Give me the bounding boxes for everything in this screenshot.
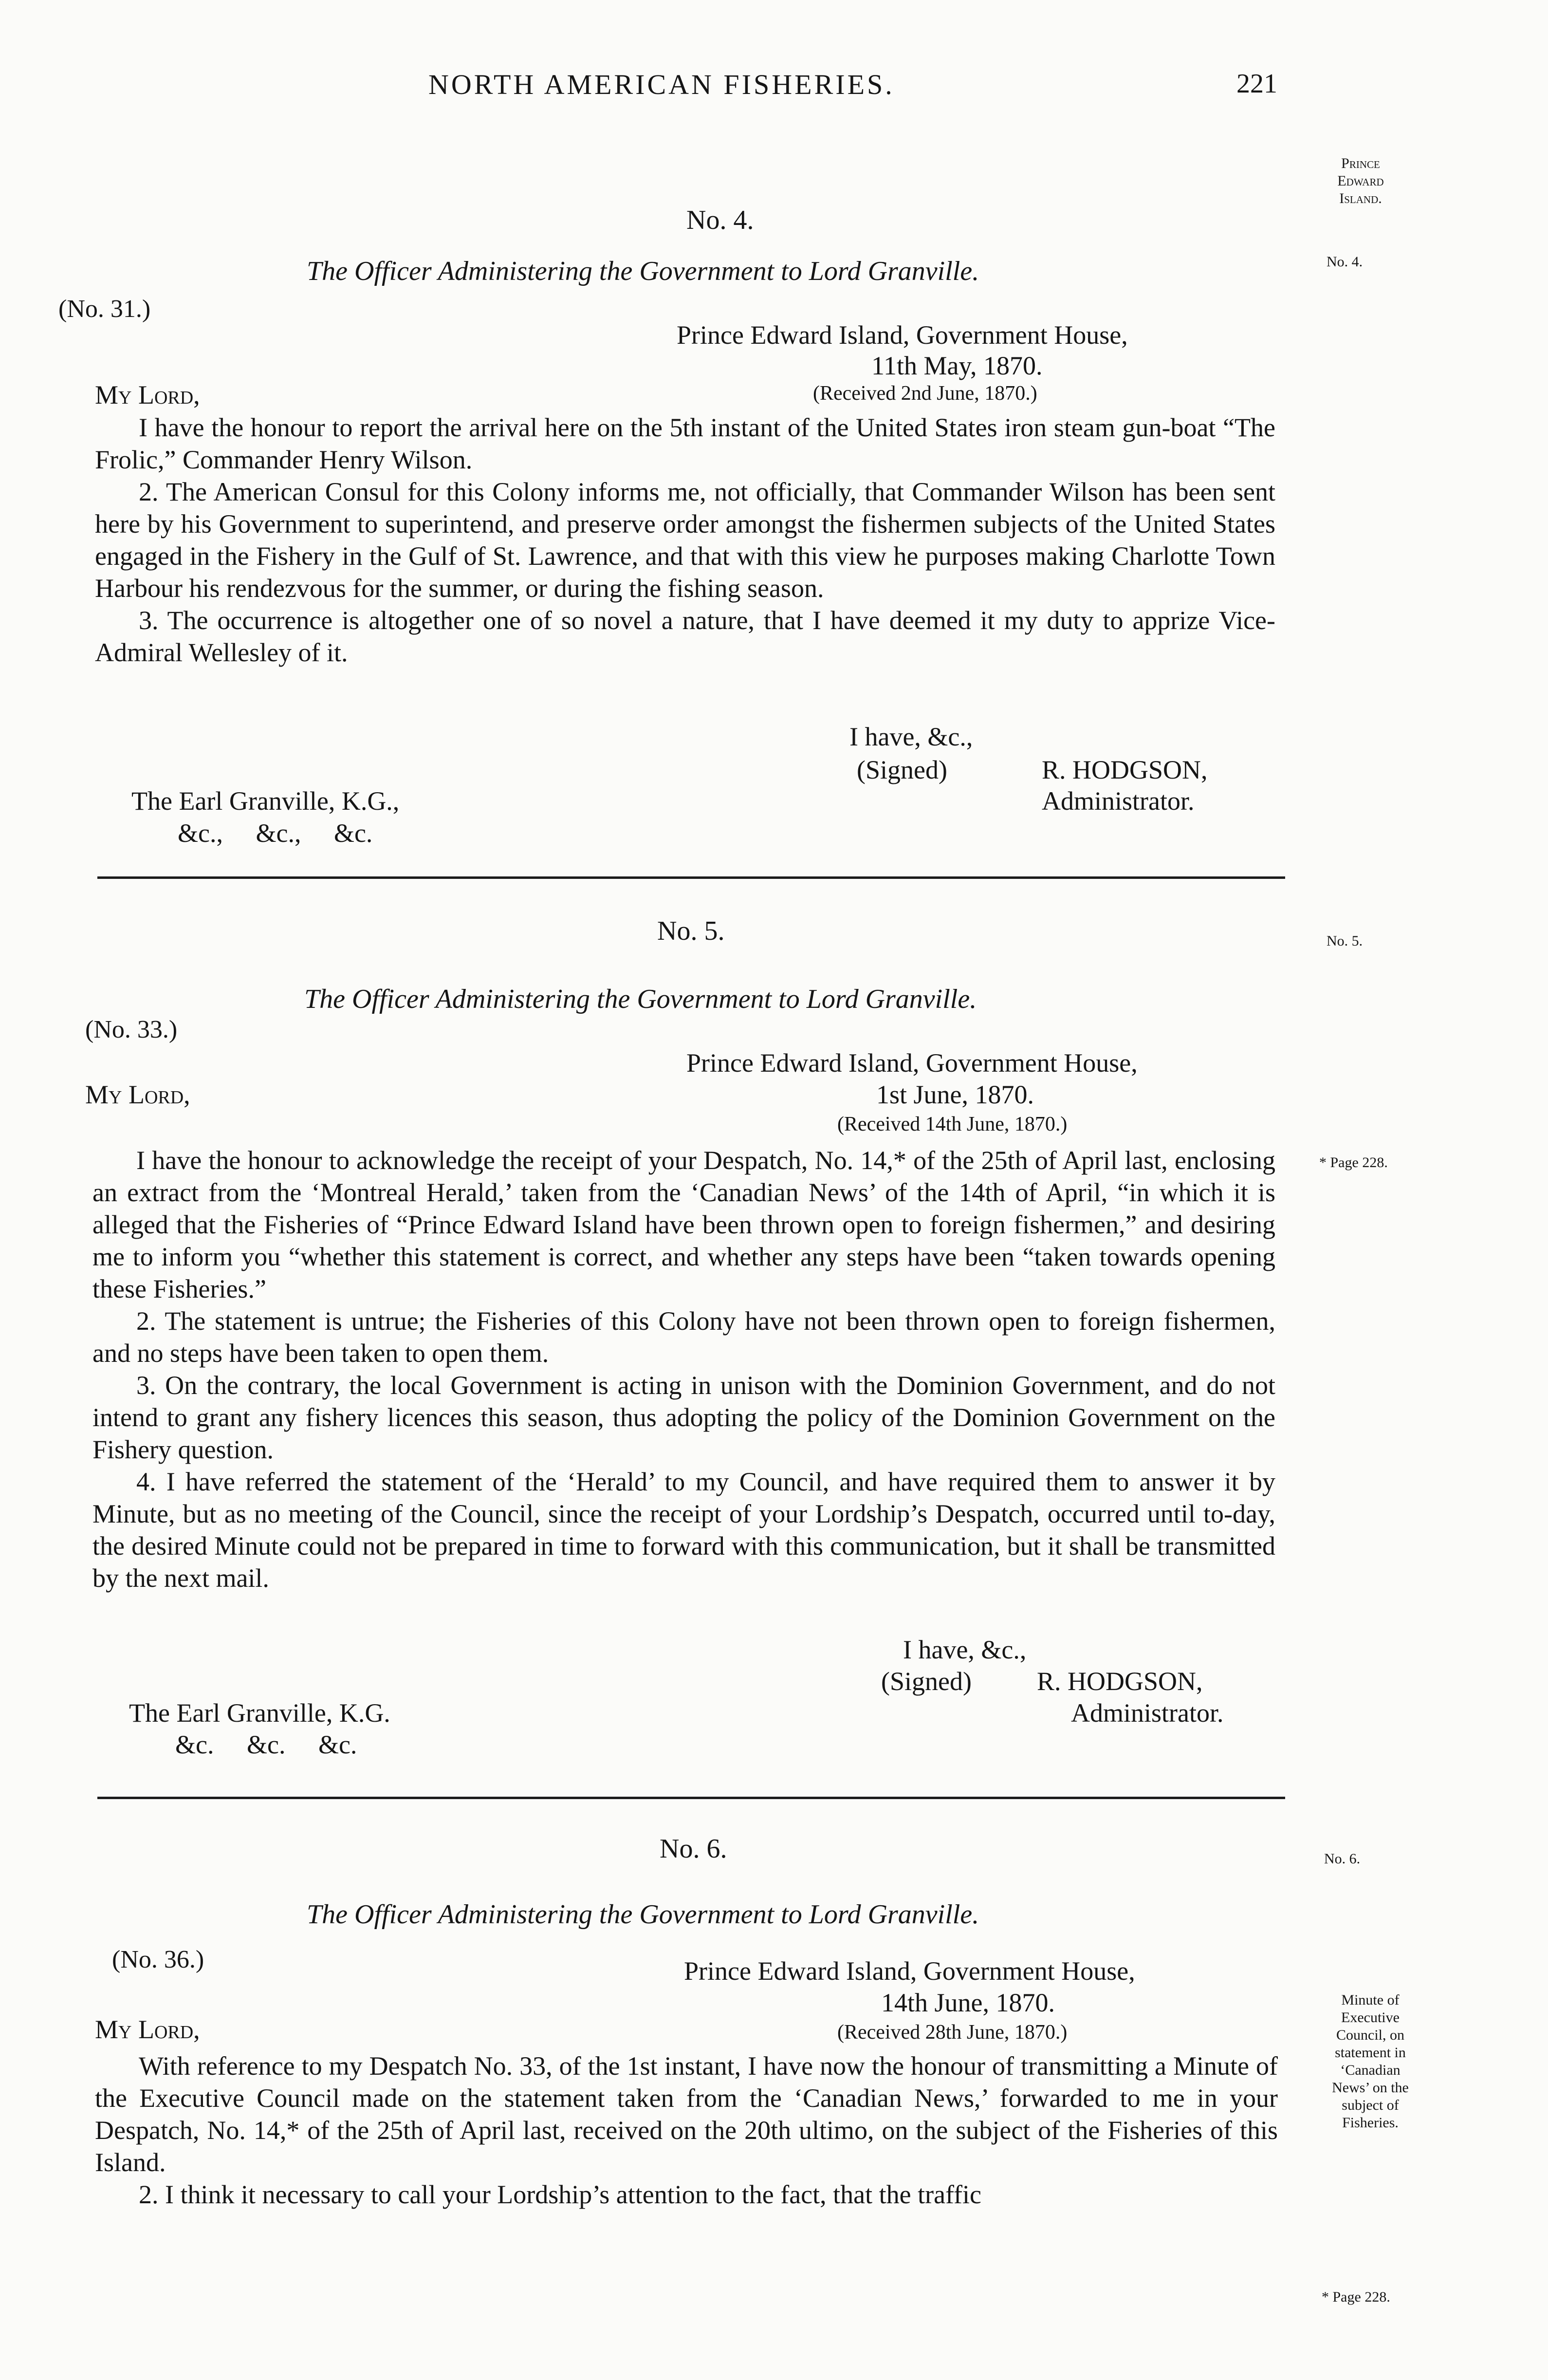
addressee: The Earl Granville, K.G., bbox=[131, 786, 400, 816]
salutation: My Lord, bbox=[95, 2015, 200, 2044]
letter-place: Prince Edward Island, Government House, bbox=[677, 320, 1128, 350]
section-divider bbox=[97, 876, 1285, 879]
margin-summary-line: subject of bbox=[1342, 2097, 1399, 2113]
despatch-reference: (No. 33.) bbox=[85, 1016, 178, 1043]
margin-letter-number: No. 6. bbox=[1324, 1851, 1361, 1867]
paragraph: 3. On the contrary, the local Government is acting in unison with the Dominion Government, and do not intend to grant any fishery licences this season, thus adopting the policy of the Dominion Government on the Fishery question. bbox=[92, 1371, 1275, 1464]
received-date: (Received 14th June, 1870.) bbox=[837, 1113, 1068, 1135]
closing: I have, &c., bbox=[903, 1635, 1027, 1664]
margin-summary-line: News’ on the bbox=[1332, 2080, 1409, 2096]
signer-title: Administrator. bbox=[1071, 1698, 1224, 1728]
letter-place: Prince Edward Island, Government House, bbox=[686, 1048, 1138, 1078]
salutation: My Lord, bbox=[85, 1080, 190, 1109]
margin-summary-line: ‘Canadian bbox=[1340, 2062, 1401, 2078]
letter-title: The Officer Administering the Government to Lord Granville. bbox=[307, 1899, 979, 1930]
letter-number: No. 6. bbox=[660, 1834, 727, 1864]
margin-summary bbox=[1297, 1991, 1443, 2132]
signer-name: R. HODGSON, bbox=[1037, 1667, 1203, 1696]
margin-heading-line: Edward bbox=[1337, 173, 1384, 189]
closing: I have, &c., bbox=[849, 722, 973, 751]
paragraph: 3. The occurrence is altogether one of so novel a nature, that I have deemed it my duty to apprize Vice-Admiral Wellesley of it. bbox=[95, 606, 1275, 667]
despatch-reference: (No. 31.) bbox=[58, 295, 151, 323]
letter-body bbox=[95, 411, 1275, 669]
signed-label: (Signed) bbox=[881, 1667, 972, 1696]
received-date: (Received 2nd June, 1870.) bbox=[813, 382, 1037, 405]
page-number: 221 bbox=[1236, 69, 1277, 99]
margin-heading bbox=[1290, 155, 1431, 207]
letter-body bbox=[95, 2050, 1278, 2211]
signed-label: (Signed) bbox=[857, 755, 947, 784]
letter-body bbox=[92, 1144, 1275, 1594]
margin-letter-number: No. 4. bbox=[1327, 254, 1363, 270]
letter-number: No. 5. bbox=[657, 916, 725, 946]
margin-page-reference: * Page 228. bbox=[1322, 2289, 1390, 2305]
running-title: NORTH AMERICAN FISHERIES. bbox=[428, 69, 895, 100]
paragraph: With reference to my Despatch No. 33, of the 1st instant, I have now the honour of transmitting a Minute of the Executive Council made on the statement taken from the ‘Canadian News,’ forwarded to me in your Despatch, No. 14,* of the 25th of April last, received on the 20th ultimo, on the subject of the Fisheries of this Island. bbox=[95, 2051, 1278, 2177]
paragraph: 2. I think it necessary to call your Lordship’s attention to the fact, that the traffic bbox=[139, 2180, 982, 2209]
signer-name: R. HODGSON, bbox=[1042, 755, 1208, 784]
paragraph: I have the honour to acknowledge the receipt of your Despatch, No. 14,* of the 25th of April last, enclosing an extract from the ‘Montreal Herald,’ taken from the ‘Canadian News’ of the 14th of April, “in which it is alleged that the Fisheries of “Prince Edward Island have been thrown open to foreign fishermen,” and desiring me to inform you “whether this statement is correct, and whether any steps have been “taken towards opening these Fisheries.” bbox=[92, 1146, 1275, 1303]
margin-summary-line: Minute of bbox=[1341, 1992, 1400, 2008]
etc-line: &c., &c., &c. bbox=[178, 818, 373, 848]
margin-page-reference: * Page 228. bbox=[1319, 1154, 1388, 1171]
received-date: (Received 28th June, 1870.) bbox=[837, 2021, 1068, 2044]
paragraph: 2. The American Consul for this Colony informs me, not officially, that Commander Wilson has been sent here by his Government to superintend, and preserve order amongst the fishermen subjects of the United States engaged in the Fishery in the Gulf of St. Lawrence, and that with this view he purposes making Charlotte Town Harbour his rendezvous for the summer, or during the fishing season. bbox=[95, 477, 1275, 603]
letter-number: No. 4. bbox=[686, 205, 754, 235]
margin-letter-number: No. 5. bbox=[1327, 933, 1363, 949]
margin-summary-line: Council, on bbox=[1336, 2027, 1404, 2043]
section-divider bbox=[97, 1797, 1285, 1799]
addressee: The Earl Granville, K.G. bbox=[129, 1698, 390, 1728]
paragraph: 2. The statement is untrue; the Fisheries of this Colony have not been thrown open to foreign fishermen, and no steps have been taken to open them. bbox=[92, 1306, 1275, 1368]
letter-title: The Officer Administering the Government to Lord Granville. bbox=[307, 256, 979, 286]
paragraph: I have the honour to report the arrival here on the 5th instant of the United States iron steam gun-boat “The Frolic,” Commander Henry Wilson. bbox=[95, 413, 1275, 474]
salutation: My Lord, bbox=[95, 380, 200, 409]
despatch-reference: (No. 36.) bbox=[112, 1946, 204, 1973]
letter-title: The Officer Administering the Government to Lord Granville. bbox=[304, 984, 977, 1014]
signer-title: Administrator. bbox=[1042, 786, 1195, 816]
letter-place: Prince Edward Island, Government House, bbox=[684, 1956, 1135, 1986]
margin-summary-line: statement in bbox=[1335, 2045, 1406, 2061]
margin-summary-line: Executive bbox=[1341, 2009, 1400, 2026]
letter-date: 14th June, 1870. bbox=[881, 1988, 1055, 2017]
letter-date: 1st June, 1870. bbox=[876, 1080, 1034, 1109]
margin-heading-line: Prince bbox=[1341, 155, 1380, 171]
letter-date: 11th May, 1870. bbox=[871, 351, 1043, 380]
margin-heading-line: Island. bbox=[1339, 190, 1382, 206]
paragraph: 4. I have referred the statement of the ‘Herald’ to my Council, and have required them to answer it by Minute, but as no meeting of the Council, since the receipt of your Lordship’s Despatch, occurred until to-day, the desired Minute could not be prepared in time to forward with this communication, but it shall be transmitted by the next mail. bbox=[92, 1467, 1275, 1593]
etc-line: &c. &c. &c. bbox=[175, 1730, 357, 1759]
margin-summary-line: Fisheries. bbox=[1342, 2115, 1399, 2131]
